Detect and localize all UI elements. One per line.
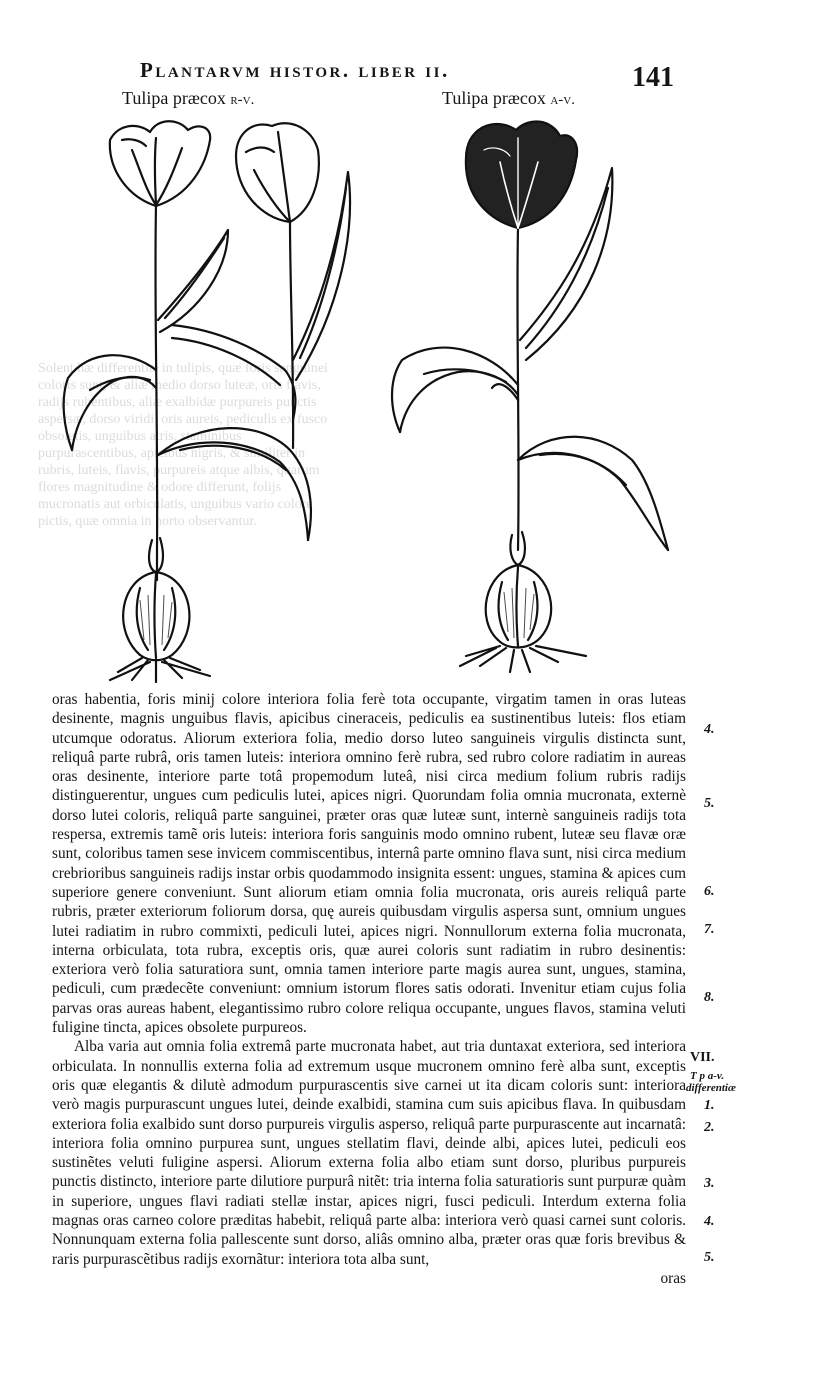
tulip-woodcut-right [380,110,680,685]
margin-note-d1: 1. [704,1098,715,1113]
caption-right-sub: a-v. [550,92,575,108]
paragraph-2: Alba varia aut omnia folia extremâ parte mucronata habet, aut tria duntaxat exteriora, sed interiora orbiculata. In nonnullis externa folia ad extremum usque mucronem omnino ferè alba sunt, exceptis oris quæ elegantis & dilutè admodum purpurascentis sive carnei ut ita dicam coloris sunt: interiora verò magis purpurascunt ungues lutei, deinde exalbidi, stamina cum suis apicibus flava. In quibusdam exteriora folia exalbido sunt dorso purpureis virgulis asperso, reliquâ parte purpurascente aut incarnatâ: interiora folia omnino purpurea sunt, ungues stellatim flavi, deinde albi, apices lutei, pediculi eos sustinẽtes veluti fuligine aspersi. Aliorum externa folia albo etiam sunt dorso, pluribus purpureis punctis distincto, interiore parte dilutiore purpurâ nitẽt: tria interna folia saturatioris sunt purpuræ quàm in superiore, ungues flavi radiati stellæ instar, apices nigri, fusci pediculi. Interdum externa folia magnas oras carneo colore præditas habebit, reliquâ parte alba: interiora verò quasi carnei sunt coloris. Nonnunquam externa folia pallescente sunt dorso, aliâs omnino alba, præter oras quæ foris brevibus & raris purpurascẽtibus radijs exornãtur: interiora tota alba sunt, [52,1038,686,1268]
margin-note-6: 6. [704,884,715,899]
show-through-text: Solent hæ differentiæ in tulipis, quæ foris sanguinei coloris sunt, & aliæ medio dorso luteæ, oris flavis, radijs rubentibus, aliæ exalbidæ purpureis punctis aspersæ, dorso viridi, oris aureis, pediculis ex fusco obsoletis, unguibus atris, staminibus purpurascentibus, apicibus nigris, & similiter in rubris, luteis, flavis, purpureis atque albis, quarum flores magnitudine & odore differunt, folijs mucronatis aut orbiculatis, unguibus vario colore pictis, quæ omnia in horto observantur. [38,361,328,529]
margin-note-d2: 2. [704,1120,715,1135]
margin-note-differentiae: differentiæ [686,1082,736,1094]
caption-right-main: Tulipa præcox [442,88,546,108]
margin-note-7: 7. [704,922,715,937]
figure-caption-right [442,88,575,109]
paragraph-1: oras habentia, foris minij colore interiora folia ferè tota occupante, virgatim tamen in oras luteas desinente, magnis unguibus flavis, apicibus cineraceis, pediculis ea sustinentibus luteis: flos etiam utcumque odoratus. Aliorum exteriora folia, medio dorso luteo sanguineis virgulis distincta sunt, reliquâ parte rubrâ, oris tamen luteis: interiora omnino ferè rubra, sed rubro colore radiatim in aureas oras desinente, interiore parte totâ propemodum luteâ, nisi circa medium folium rubris radijs distinguerentur, ungues cum pediculis lutei, apices nigri. Quorundam folia omnia mucronata, externè dorso lutei coloris, reliquâ parte sanguinei, præter oras quæ luteæ sunt, internè sanguineis radijs tota respersa, extremis tamẽ oris luteis: interiora foris sanguinis modo omnino rubent, luteæ seu flavæ oræ sunt, coloribus tamen sese invicem commiscentibus, internâ parte omnino flava sunt, nisi circa medium crebrioribus sanguineis radijs instar orbis quodammodo insignita essent: ungues, stamina & apices cum superiore genere conveniunt. Sunt aliorum etiam omnia folia mucronata, oris aureis reliquâ parte rubris, præter exteriorum foliorum dorsa, quę aureis quibusdam virgulis aspersa sunt, omnium ungues lutei radiatim in rubro commixti, pediculi lutei, apices nigri. Nonnullorum externa folia mucronata, interna orbiculata, tota rubra, exceptis oris, quæ aurei coloris sunt radiatim in rubro desinentis: exteriora verò folia saturatiora sunt, omnia tamen interiore parte magis aurea sunt, ungues, stamina, pediculi, cum prædecẽte conveniunt: omnium istorum flores satis odorati. Invenitur etiam cujus folia parvas oras aureas habent, elegantissimo rubro colore reliqua occupante, ungues flavos, stamina veluti fuligine tincta, apices obsolete purpureos. [52,691,686,1037]
figure-caption-left [122,88,254,109]
margin-note-vii: VII. [690,1050,715,1065]
caption-left-main: Tulipa præcox [122,88,226,108]
margin-note-d5: 5. [704,1250,715,1265]
margin-note-d3: 3. [704,1176,715,1191]
running-title: Plantarvm histor. liber ii. [140,58,450,82]
margin-note-d4: 4. [704,1214,715,1229]
catchword: oras [660,1269,686,1287]
margin-note-tpav: T p a-v. [690,1070,725,1082]
margin-note-8: 8. [704,990,715,1005]
tulip-woodcut-left [50,110,370,690]
body-text [52,690,686,1288]
caption-left-sub: r-v. [230,92,255,108]
page-number: 141 [632,62,674,93]
margin-note-4: 4. [704,722,715,737]
margin-note-5: 5. [704,796,715,811]
